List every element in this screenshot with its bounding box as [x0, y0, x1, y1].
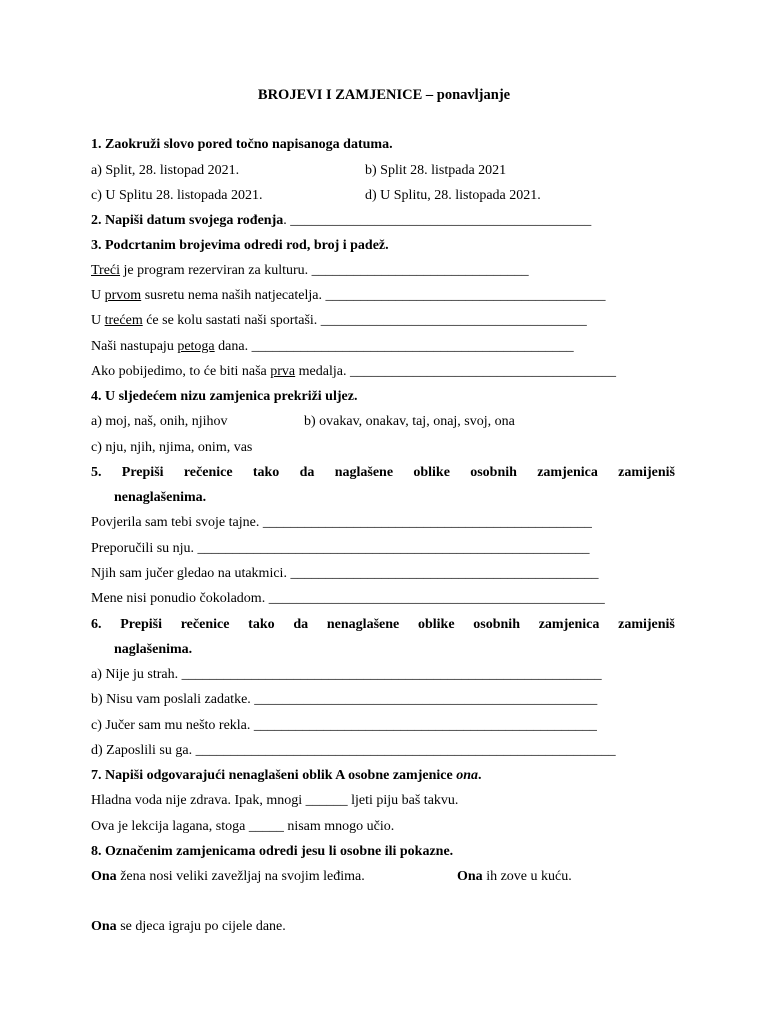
- q6-heading-words: [91, 616, 675, 634]
- q5-heading: [91, 464, 681, 482]
- q5-heading-word: zamjenica: [537, 465, 598, 480]
- q3-underlined-word: Treći: [91, 263, 121, 278]
- q4-option-b: b) ovakav, onakav, taj, onaj, svoj, ona: [304, 414, 515, 429]
- q3-sentence-2: [91, 287, 681, 305]
- q3-sentence-text: susretu nema naših natjecatelja. ________________________________________: [141, 288, 606, 303]
- q7-heading-end: .: [478, 768, 482, 783]
- q6-sentence-c: c) Jučer sam mu nešto rekla. _________________________________________________: [91, 718, 597, 733]
- q3-sentence-3: [91, 312, 681, 330]
- q8-sentence-text: žena nosi veliki zavežljaj na svojim leđima.: [116, 869, 365, 884]
- q3-sentence-1: [91, 262, 681, 280]
- q1-row2: [91, 187, 681, 205]
- q5-heading-cont: nenaglašenima.: [114, 490, 207, 505]
- q5-sentence-1: Povjerila sam tebi svoje tajne. _______________________________________________: [91, 515, 592, 530]
- q3-heading: 3. Podcrtanim brojevima odredi rod, broj i padež.: [91, 238, 389, 253]
- q4-option-c: c) nju, njih, njima, onim, vas: [91, 440, 253, 455]
- q6-heading-word: zamijeniš: [618, 617, 675, 632]
- q6-sentence-b: b) Nisu vam poslali zadatke. _________________________________________________: [91, 692, 598, 707]
- q3-sentence-text: U: [91, 313, 105, 328]
- q6-heading-word: osobnih: [473, 617, 520, 632]
- q7-heading: [91, 767, 681, 785]
- q6-heading-word: oblike: [417, 617, 455, 632]
- q3-sentence-4: [91, 338, 681, 356]
- q5-sentence-3: Njih sam jučer gledao na utakmici. ____________________________________________: [91, 566, 599, 581]
- q2-answer-line: . ___________________________________________: [283, 213, 592, 228]
- q8-sentence-3: [91, 918, 681, 936]
- q3-sentence-5: [91, 363, 681, 381]
- q1-heading: 1. Zaokruži slovo pored točno napisanoga datuma.: [91, 137, 393, 152]
- q5-heading-words: [91, 464, 675, 482]
- q8-sentence-2: [457, 868, 572, 886]
- q1-option-b: b) Split 28. listpada 2021: [365, 163, 507, 178]
- q3-underlined-word: prvom: [104, 288, 142, 303]
- q3-sentence-text: će se kolu sastati naši sportaši. ______________________________________: [142, 313, 587, 328]
- q6-heading: [91, 616, 681, 634]
- q6-heading-word: 6.: [91, 617, 102, 632]
- q5-heading-word: zamijeniš: [618, 465, 675, 480]
- q7-sentence-1: Hladna voda nije zdrava. Ipak, mnogi ______ ljeti piju baš takvu.: [91, 793, 459, 808]
- q4-row1: [91, 413, 681, 431]
- q8-bold-pronoun: Ona: [91, 869, 117, 884]
- q5-heading-word: Prepiši: [121, 465, 164, 480]
- q1-option-d: d) U Splitu, 28. listopada 2021.: [365, 188, 541, 203]
- q5-sentence-2: Preporučili su nju. ________________________________________________________: [91, 541, 590, 556]
- q6-heading-word: rečenice: [180, 617, 230, 632]
- q5-heading-word: naglašene: [334, 465, 394, 480]
- q6-heading-cont: naglašenima.: [114, 642, 193, 657]
- q7-heading-italic: ona: [456, 768, 478, 783]
- q2-line: [91, 212, 681, 230]
- q3-sentence-text: je program rezerviran za kulturu. _______________________________: [120, 263, 529, 278]
- q5-heading-word: tako: [252, 465, 280, 480]
- q1-option-c: c) U Splitu 28. listopada 2021.: [91, 188, 263, 203]
- q5-heading-word: 5.: [91, 465, 102, 480]
- q2-heading: 2. Napiši datum svojega rođenja: [91, 213, 284, 228]
- q5-heading-word: da: [299, 465, 315, 480]
- q5-heading-word: oblike: [413, 465, 450, 480]
- q5-heading-word: rečenice: [183, 465, 233, 480]
- q6-sentence-a: a) Nije ju strah. ____________________________________________________________: [91, 667, 602, 682]
- q3-sentence-text: dana. ______________________________________________: [214, 339, 574, 354]
- q5-sentence-4: Mene nisi ponudio čokoladom. ________________________________________________: [91, 591, 605, 606]
- q7-heading-text: 7. Napiši odgovarajući nenaglašeni oblik A osobne zamjenice: [91, 768, 457, 783]
- q3-underlined-word: trećem: [104, 313, 143, 328]
- q6-heading-word: nenaglašene: [326, 617, 400, 632]
- q3-underlined-word: prva: [270, 364, 296, 379]
- q3-sentence-text: medalja. ______________________________________: [295, 364, 616, 379]
- q6-heading-word: Prepiši: [120, 617, 162, 632]
- q4-heading: 4. U sljedećem nizu zamjenica prekriži uljez.: [91, 389, 358, 404]
- q3-underlined-word: petoga: [177, 339, 215, 354]
- q1-row1: [91, 162, 681, 180]
- q4-option-a: a) moj, naš, onih, njihov: [91, 414, 228, 429]
- q8-heading: 8. Označenim zamjenicama odredi jesu li osobne ili pokazne.: [91, 844, 454, 859]
- q7-sentence-2: Ova je lekcija lagana, stoga _____ nisam mnogo učio.: [91, 819, 395, 834]
- q6-heading-word: da: [293, 617, 309, 632]
- q6-heading-word: tako: [248, 617, 275, 632]
- q8-sentence-text: se djeca igraju po cijele dane.: [116, 919, 286, 934]
- q6-sentence-d: d) Zaposlili su ga. ____________________________________________________________: [91, 743, 616, 758]
- q5-heading-word: osobnih: [470, 465, 517, 480]
- page-title: BROJEVI I ZAMJENICE – ponavljanje: [257, 87, 511, 103]
- q8-sentence-text: ih zove u kuću.: [482, 869, 572, 884]
- q3-sentence-text: Naši nastupaju: [91, 339, 178, 354]
- q3-sentence-text: U: [91, 288, 105, 303]
- q3-sentence-text: Ako pobijedimo, to će biti naša: [91, 364, 271, 379]
- q8-bold-pronoun: Ona: [91, 919, 117, 934]
- q1-option-a: a) Split, 28. listopad 2021.: [91, 163, 240, 178]
- q6-heading-word: zamjenica: [538, 617, 600, 632]
- q8-bold-pronoun: Ona: [457, 869, 483, 884]
- q8-row1: [91, 868, 681, 886]
